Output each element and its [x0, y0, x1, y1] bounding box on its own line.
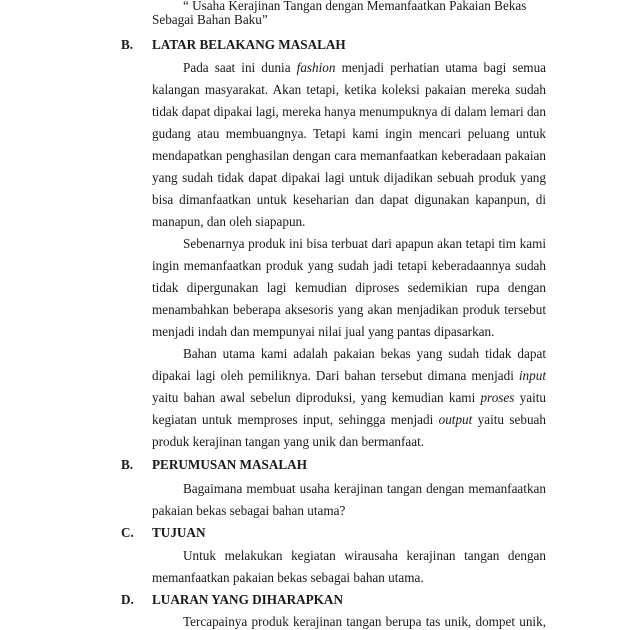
- section-heading-latar-belakang: LATAR BELAKANG MASALAH: [152, 37, 346, 52]
- section-letter-b-perumusan: B.: [121, 457, 134, 472]
- paragraph-line: menjadi indah dan mempunyai nilai jual yang pantas dipasarkan.: [152, 324, 495, 339]
- paragraph-line: tidak dipergunakan lagi kemudian diproses sedemikian rupa dengan: [152, 280, 546, 295]
- paragraph-line: gudang atau membuangnya. Tetapi kami ingin mencari peluang untuk: [152, 126, 546, 141]
- paragraph-line: memanfaatkan pakaian bekas sebagai bahan utama.: [152, 570, 424, 585]
- paragraph-line: Tercapainya produk kerajinan tangan berupa tas unik, dompet unik,: [183, 614, 546, 629]
- paragraph-line: bisa dimanfaatkan untuk keseharian dan dapat digunakan kapanpun, di: [152, 192, 546, 207]
- paragraph-line: yaitu bahan awal sebelun diproduksi, yang kemudian kami proses yaitu: [152, 390, 546, 405]
- section-letter-b-latar: B.: [121, 37, 134, 52]
- paragraph-line: yang sudah tidak dapat dipakai lagi untuk dijadikan sebuah produk yang: [152, 170, 546, 185]
- section-heading-luaran: LUARAN YANG DIHARAPKAN: [152, 592, 343, 607]
- paragraph-line: Sebenarnya produk ini bisa terbuat dari apapun akan tetapi tim kami: [183, 236, 546, 251]
- paragraph-line: kegiatan untuk memproses input, sehingga menjadi output yaitu sebuah: [152, 412, 546, 427]
- paragraph-line: kalangan masyarakat. Akan tetapi, ketika koleksi pakaian mereka sudah: [152, 82, 546, 97]
- section-letter-c: C.: [121, 525, 134, 540]
- section-letter-d: D.: [121, 592, 134, 607]
- paragraph-line: pakaian bekas sebagai bahan utama?: [152, 503, 346, 518]
- paragraph-line: mendapatkan penghasilan dengan cara memanfaatkan keberadaan pakaian: [152, 148, 546, 163]
- paragraph-line: Pada saat ini dunia fashion menjadi perhatian utama bagi semua: [183, 60, 547, 75]
- title-quote-line-2: Sebagai Bahan Baku”: [152, 12, 268, 27]
- paragraph-line: dipakai lagi oleh pemiliknya. Dari bahan tersebut dimana menjadi input: [152, 368, 546, 383]
- title-quote-line-1: “ Usaha Kerajinan Tangan dengan Memanfaatkan Pakaian Bekas: [183, 0, 527, 13]
- paragraph-line: Bahan utama kami adalah pakaian bekas yang sudah tidak dapat: [183, 346, 546, 361]
- paragraph-line: Untuk melakukan kegiatan wirausaha kerajinan tangan dengan: [183, 548, 546, 563]
- paragraph-line: produk kerajinan tangan yang unik dan bermanfaat.: [152, 434, 425, 449]
- paragraph-line: Bagaimana membuat usaha kerajinan tangan dengan memanfaatkan: [183, 481, 546, 496]
- section-heading-perumusan-masalah: PERUMUSAN MASALAH: [152, 457, 307, 472]
- paragraph-line: tidak dapat dipakai lagi, mereka hanya menumpuknya di dalam lemari dan: [152, 104, 546, 119]
- section-heading-tujuan: TUJUAN: [152, 525, 206, 540]
- paragraph-line: menambahkan beberapa aksesoris yang akan menjadikan produk tersebut: [152, 302, 546, 317]
- paragraph-line: ingin memanfaatkan produk yang sudah jadi tetapi keberadaannya sudah: [152, 258, 546, 273]
- paragraph-line: manapun, dan oleh siapapun.: [152, 214, 306, 229]
